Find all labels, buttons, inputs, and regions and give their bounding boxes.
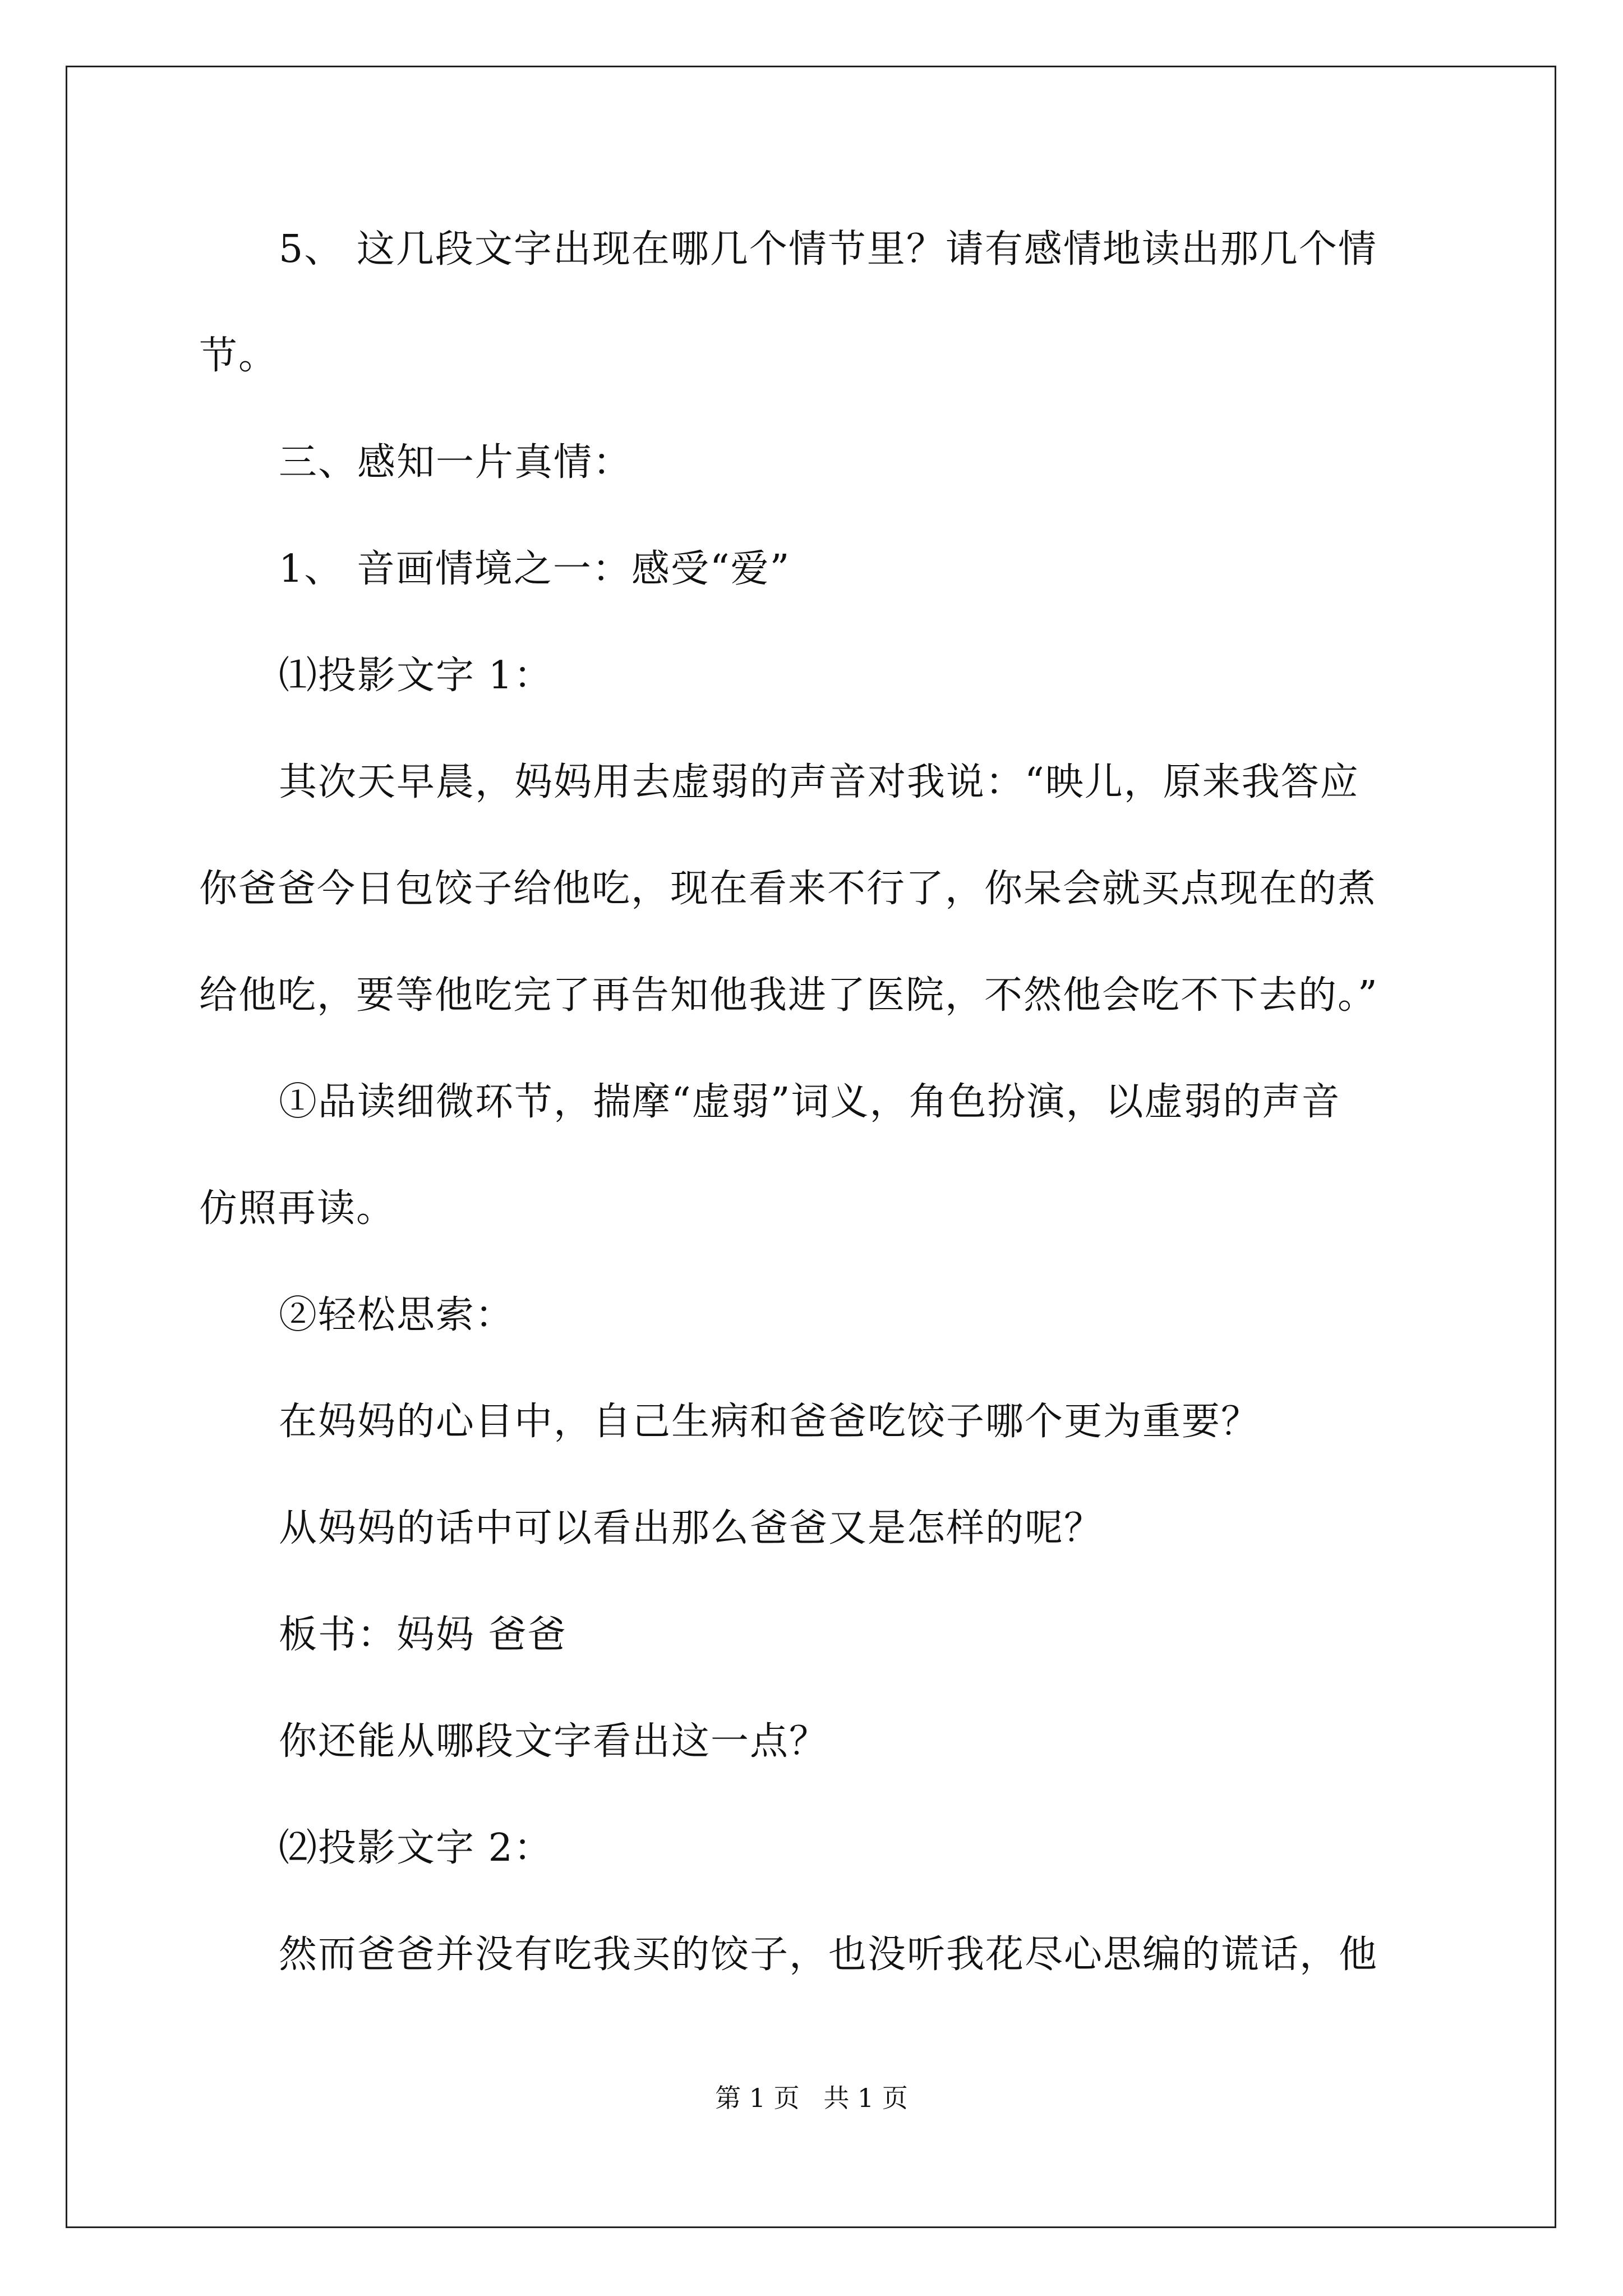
text-line: 你还能从哪段文字看出这一点？: [279, 1719, 829, 1764]
subsection-heading: 1、 音画情境之一：感受“爱”: [279, 547, 791, 591]
text-line: 在妈妈的心目中，自己生病和爸爸吃饺子哪个更为重要？: [279, 1400, 1261, 1444]
page-border: [66, 66, 1556, 2228]
text-line: ⑴投影文字 1：: [279, 654, 553, 698]
text-line: 5、 这几段文字出现在哪几个情节里？请有感情地读出那几个情: [279, 227, 1377, 272]
text-line: 板书：妈妈 爸爸: [279, 1613, 567, 1657]
text-line: 你爸爸今日包饺子给他吃，现在看来不行了，你呆会就买点现在的煮: [199, 867, 1377, 911]
text-line: 节。: [199, 334, 278, 378]
page-footer: [0, 2081, 1623, 2115]
page-total: 共 1 页: [823, 2083, 908, 2113]
text-line: 给他吃，要等他吃完了再告知他我进了医院，不然他会吃不下去的。”: [199, 973, 1378, 1018]
section-heading: 三、感知一片真情：: [279, 440, 633, 485]
text-line: 其次天早晨，妈妈用去虚弱的声音对我说：“映儿，原来我答应: [279, 760, 1359, 804]
page-number: 第 1 页: [715, 2083, 800, 2113]
text-line: 然而爸爸并没有吃我买的饺子，也没听我花尽心思编的谎话，他: [279, 1932, 1378, 1977]
text-line: 从妈妈的话中可以看出那么爸爸又是怎样的呢？: [279, 1506, 1104, 1550]
text-line: 仿照再读。: [199, 1186, 396, 1231]
text-line: ⑵投影文字 2：: [279, 1826, 553, 1870]
text-line: ②轻松思索：: [279, 1293, 515, 1337]
text-line: ①品读细微环节，揣摩“虚弱”词义，角色扮演，以虚弱的声音: [279, 1080, 1341, 1124]
